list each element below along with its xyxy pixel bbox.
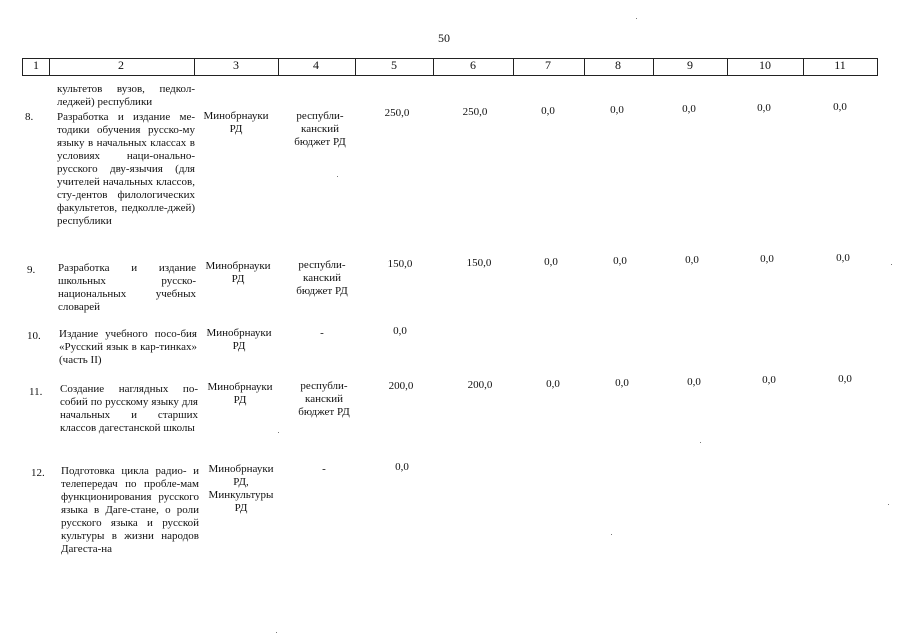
column-number-header: 4 xyxy=(313,58,319,72)
column-number-header: 5 xyxy=(391,58,397,72)
value-col6: 200,0 xyxy=(467,379,493,391)
header-divider xyxy=(513,58,514,76)
header-divider xyxy=(194,58,195,76)
value-col11: 0,0 xyxy=(838,373,852,385)
column-number-header: 6 xyxy=(470,58,476,72)
column-number-header: 10 xyxy=(759,58,771,72)
row-description: Разработка и издание школьных русско-национальных учебных словарей xyxy=(58,262,196,313)
value-col5: 200,0 xyxy=(388,380,414,392)
scan-speck xyxy=(888,504,889,505)
header-divider xyxy=(278,58,279,76)
row-executor: Минобрнауки РД xyxy=(206,327,272,352)
column-number-header: 11 xyxy=(834,58,846,72)
value-col5: 250,0 xyxy=(384,107,410,119)
header-divider xyxy=(653,58,654,76)
scan-speck xyxy=(891,264,892,265)
value-col7: 0,0 xyxy=(546,378,560,390)
row-description: Создание наглядных по-собий по русскому языку для начальных и старших классов дагестанской школы xyxy=(60,383,198,434)
value-col8: 0,0 xyxy=(610,104,624,116)
column-number-header: 7 xyxy=(545,58,551,72)
value-col5: 0,0 xyxy=(395,461,409,473)
scan-speck xyxy=(700,442,701,443)
continuation-text: культетов вузов, педкол-леджей) республики xyxy=(57,83,195,108)
column-number-header: 9 xyxy=(687,58,693,72)
row-number: 12. xyxy=(31,467,45,479)
value-col10: 0,0 xyxy=(762,374,776,386)
scan-speck xyxy=(337,176,338,177)
scan-speck xyxy=(611,534,612,535)
value-col6: 150,0 xyxy=(466,257,492,269)
header-divider xyxy=(727,58,728,76)
value-col8: 0,0 xyxy=(615,377,629,389)
value-col11: 0,0 xyxy=(836,252,850,264)
scan-speck xyxy=(276,632,277,633)
scan-speck xyxy=(278,432,279,433)
row-funding-source: - xyxy=(320,327,324,339)
value-col9: 0,0 xyxy=(682,103,696,115)
row-number: 11. xyxy=(29,386,43,398)
value-col7: 0,0 xyxy=(541,105,555,117)
column-number-header: 3 xyxy=(233,58,239,72)
header-divider xyxy=(355,58,356,76)
column-number-header: 1 xyxy=(33,58,39,72)
column-number-header: 2 xyxy=(118,58,124,72)
value-col9: 0,0 xyxy=(685,254,699,266)
row-executor: Минобрнауки РД xyxy=(207,381,273,406)
row-funding-source: - xyxy=(322,463,326,475)
header-divider xyxy=(877,58,878,76)
value-col7: 0,0 xyxy=(544,256,558,268)
row-executor: Минобрнауки РД xyxy=(205,260,271,285)
row-funding-source: республи-канский бюджет РД xyxy=(296,259,348,297)
row-executor: Минобрнауки РД xyxy=(203,110,269,135)
row-number: 8. xyxy=(25,111,34,123)
header-divider xyxy=(433,58,434,76)
page-number: 50 xyxy=(438,31,450,45)
value-col5: 150,0 xyxy=(387,258,413,270)
row-description: Разработка и издание ме-тодики обучения русско-му языку в начальных классах в условиях наци-онально-русского дву-язычия (для учителей начальных классов, сту-дентов филологических факультетов, педколле-джей) республики xyxy=(57,111,195,227)
value-col8: 0,0 xyxy=(613,255,627,267)
value-col9: 0,0 xyxy=(687,376,701,388)
value-col6: 250,0 xyxy=(462,106,488,118)
header-bottom-rule xyxy=(22,75,878,76)
row-executor: Минобрнауки РД, Минкультуры РД xyxy=(208,463,274,514)
value-col11: 0,0 xyxy=(833,101,847,113)
value-col10: 0,0 xyxy=(757,102,771,114)
row-description: Подготовка цикла радио- и телепередач по пробле-мам функционирования русского языка в Даге-стане, о роли русского языка и русской культуры в жизни народов Дагеста-на xyxy=(61,465,199,555)
header-divider xyxy=(803,58,804,76)
row-funding-source: республи-канский бюджет РД xyxy=(294,110,346,148)
column-number-header: 8 xyxy=(615,58,621,72)
header-divider xyxy=(584,58,585,76)
value-col5: 0,0 xyxy=(393,325,407,337)
row-number: 10. xyxy=(27,330,41,342)
scan-speck xyxy=(636,18,637,19)
row-number: 9. xyxy=(27,264,36,276)
row-funding-source: республи-канский бюджет РД xyxy=(298,380,350,418)
value-col10: 0,0 xyxy=(760,253,774,265)
row-description: Издание учебного посо-бия «Русский язык в кар-тинках» (часть II) xyxy=(59,328,197,366)
